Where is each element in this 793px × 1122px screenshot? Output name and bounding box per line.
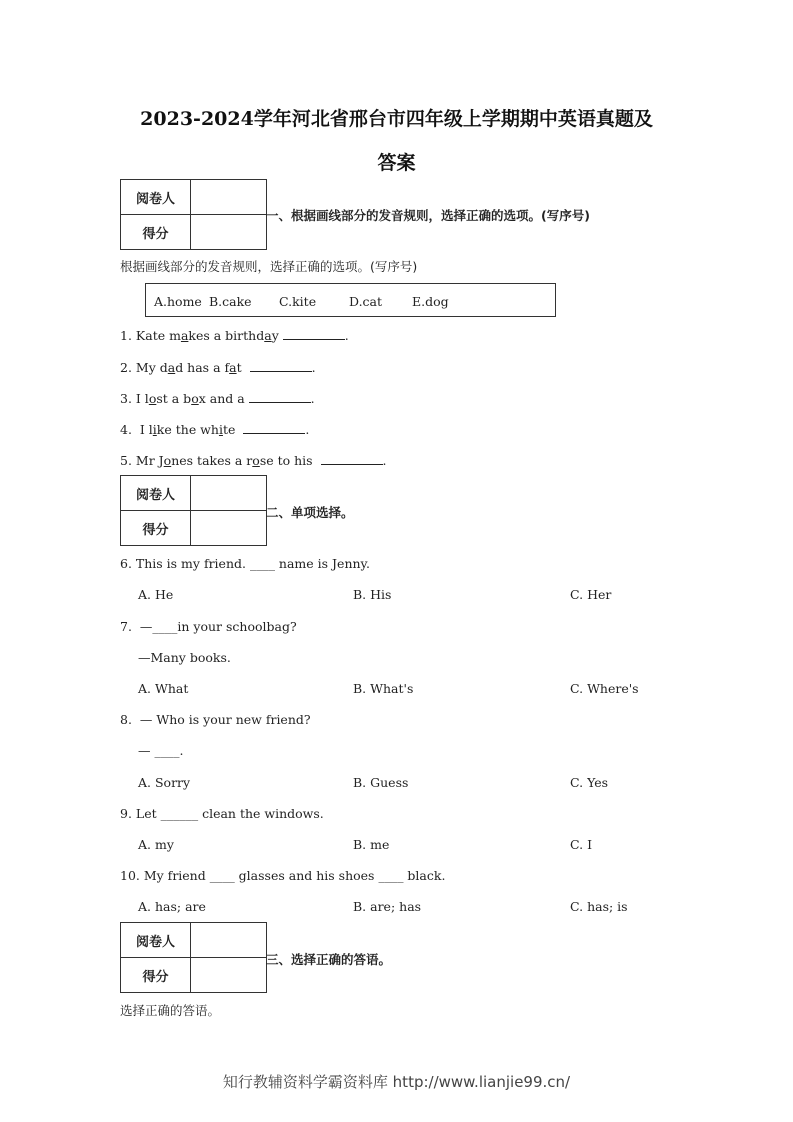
score-table-2: [120, 475, 267, 546]
score-label: 得分: [121, 511, 191, 546]
q8-choice-b[interactable]: B. Guess: [353, 775, 409, 790]
score-cell: [191, 958, 267, 993]
question-10: 10. My friend ____ glasses and his shoes ____ black.: [120, 868, 446, 883]
option-c: C.kite: [279, 294, 317, 309]
answer-blank[interactable]: [283, 327, 345, 340]
q7-choice-c[interactable]: C. Where's: [570, 681, 639, 696]
question-1: 1. Kate makes a birthday .: [120, 328, 349, 343]
question-4: 4. I like the white .: [120, 422, 310, 437]
score-table-3: [120, 922, 267, 993]
answer-blank[interactable]: [243, 421, 305, 434]
question-5: 5. Mr Jones takes a rose to his .: [120, 453, 387, 468]
section1-title: 一、根据画线部分的发音规则，选择正确的选项。(写序号): [266, 208, 590, 223]
q7-choice-b[interactable]: B. What's: [353, 681, 414, 696]
option-e: E.dog: [412, 294, 449, 309]
section3-title: 三、选择正确的答语。: [266, 952, 392, 967]
score-label: 得分: [121, 215, 191, 250]
option-b: B.cake: [209, 294, 252, 309]
answer-blank[interactable]: [249, 390, 311, 403]
q10-choice-c[interactable]: C. has; is: [570, 899, 628, 914]
footer-watermark: 知行教辅资料学霸资料库 http://www.lianjie99.cn/: [222, 1073, 571, 1091]
section1-instruction: 根据画线部分的发音规则，选择正确的选项。(写序号): [120, 259, 418, 274]
phonics-options-box: [145, 283, 556, 317]
question-7-reply: —Many books.: [138, 650, 231, 665]
question-7: 7. —____in your schoolbag?: [120, 619, 297, 634]
question-3: 3. I lost a box and a .: [120, 391, 315, 406]
q10-choice-b[interactable]: B. are; has: [353, 899, 422, 914]
question-8-reply: — ____.: [138, 743, 184, 758]
reviewer-cell: [191, 476, 267, 511]
question-6: 6. This is my friend. ____ name is Jenny.: [120, 556, 370, 571]
option-d: D.cat: [349, 294, 383, 309]
answer-blank[interactable]: [250, 359, 312, 372]
q8-choice-a[interactable]: A. Sorry: [138, 775, 191, 790]
reviewer-cell: [191, 923, 267, 958]
q6-choice-b[interactable]: B. His: [353, 587, 392, 602]
q8-choice-c[interactable]: C. Yes: [570, 775, 609, 790]
page-title: 2023-2024学年河北省邢台市四年级上学期期中英语真题及: [140, 108, 653, 130]
q6-choice-c[interactable]: C. Her: [570, 587, 612, 602]
score-label: 得分: [121, 958, 191, 993]
q9-choice-a[interactable]: A. my: [138, 837, 174, 852]
reviewer-label: 阅卷人: [121, 180, 191, 215]
q10-choice-a[interactable]: A. has; are: [138, 899, 206, 914]
page-title-continued: 答案: [377, 152, 416, 174]
q9-choice-b[interactable]: B. me: [353, 837, 390, 852]
score-table-1: [120, 179, 267, 250]
section3-instruction: 选择正确的答语。: [120, 1003, 221, 1018]
q6-choice-a[interactable]: A. He: [138, 587, 174, 602]
score-cell: [191, 215, 267, 250]
question-2: 2. My dad has a fat .: [120, 360, 316, 375]
reviewer-label: 阅卷人: [121, 923, 191, 958]
answer-blank[interactable]: [321, 452, 383, 465]
q7-choice-a[interactable]: A. What: [138, 681, 189, 696]
q9-choice-c[interactable]: C. I: [570, 837, 593, 852]
question-9: 9. Let ______ clean the windows.: [120, 806, 324, 821]
question-8: 8. — Who is your new friend?: [120, 712, 311, 727]
reviewer-label: 阅卷人: [121, 476, 191, 511]
option-a: A.home: [154, 294, 202, 309]
score-cell: [191, 511, 267, 546]
section2-title: 二、单项选择。: [266, 505, 354, 520]
reviewer-cell: [191, 180, 267, 215]
